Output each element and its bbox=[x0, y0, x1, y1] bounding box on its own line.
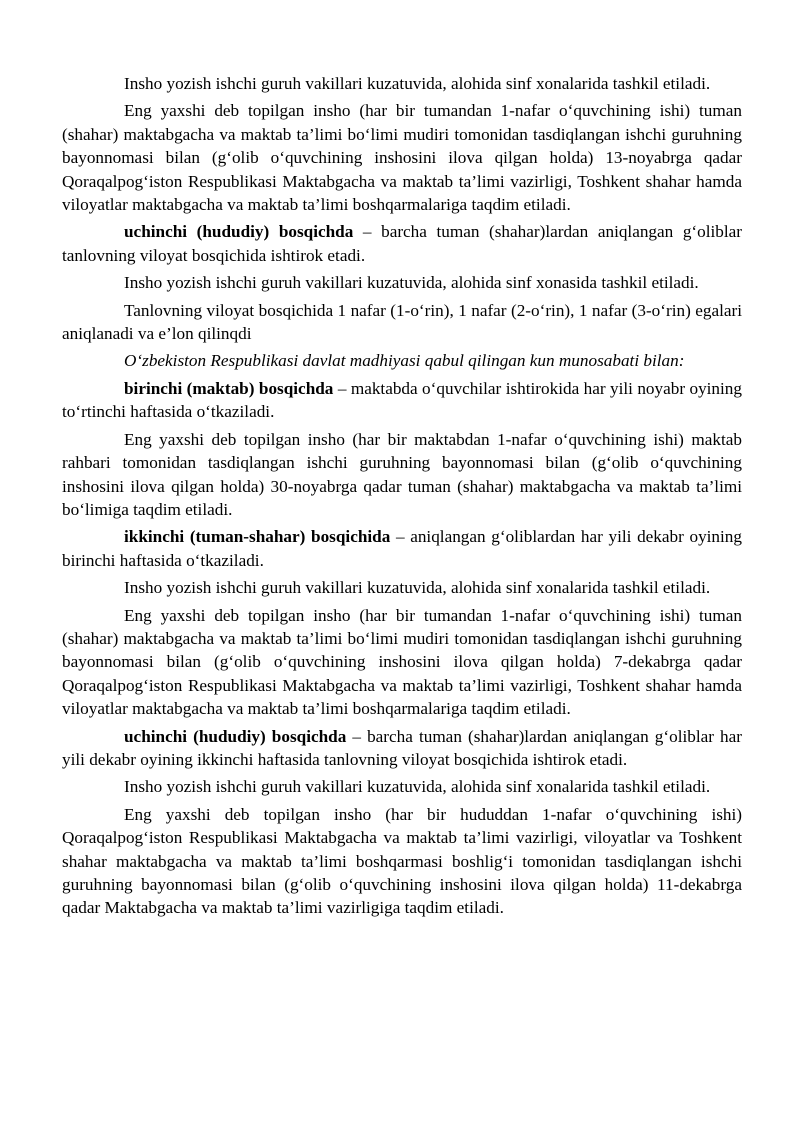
paragraph-10 bbox=[62, 576, 742, 599]
paragraph-text: Insho yozish ishchi guruh vakillari kuzatuvida, alohida sinf xonalarida tashkil etiladi. bbox=[124, 74, 711, 93]
paragraph-13 bbox=[62, 775, 742, 798]
paragraph-text: – barcha tuman (shahar)lardan aniqlangan g‘oliblar har yili dekabr oyining ikkinchi haftasida tanlovning viloyat bosqichida ishtirok etadi. bbox=[62, 726, 742, 769]
document-page bbox=[62, 72, 742, 924]
paragraph-5 bbox=[62, 299, 742, 346]
paragraph-text: Eng yaxshi deb topilgan insho (har bir tumandan 1-nafar o‘quvchining ishi) tuman (shahar) maktabgacha va maktab ta’limi bo‘limi mudiri tomonidan tasdiqlangan ishchi guruhning bayonnomasi bilan (g‘olib o‘quvchining inshosini ilova qilgan holda) 7-dekabrga qadar Qoraqalpog‘iston Respublikasi Maktabgacha va maktab ta’limi vazirligi, Toshkent shahar hamda viloyatlar maktabgacha va maktab ta’limi boshqarmalariga taqdim etiladi. bbox=[62, 605, 742, 719]
paragraph-text: Insho yozish ishchi guruh vakillari kuzatuvida, alohida sinf xonalarida tashkil etiladi. bbox=[124, 777, 711, 797]
paragraph-text: Eng yaxshi deb topilgan insho (har bir hududdan 1-nafar o‘quvchining ishi) Qoraqalpog‘iston Respublikasi Maktabgacha va maktab ta’limi vazirligi, viloyatlar va Toshkent shahar maktabgacha va maktab ta’limi boshqarmasi boshlig‘i tomonidan tasdiqlangan ishchi guruhning bayonnomasi bilan (g‘olib o‘quvchining inshosini ilova qilgan holda) 11-dekabrga qadar Maktabgacha va maktab ta’limi vazirligiga taqdim etiladi. bbox=[62, 804, 742, 918]
paragraph-lead: ikkinchi (tuman-shahar) bosqichida bbox=[124, 527, 391, 547]
paragraph-7 bbox=[62, 377, 742, 424]
paragraph-text: – maktabda o‘quvchilar ishtirokida har yili noyabr oyining to‘rtinchi haftasida o‘tkaziladi. bbox=[62, 378, 742, 422]
paragraph-9 bbox=[62, 525, 742, 572]
paragraph-3 bbox=[62, 220, 742, 267]
paragraph-8 bbox=[62, 428, 742, 522]
paragraph-text: Insho yozish ishchi guruh vakillari kuzatuvida, alohida sinf xonasida tashkil etiladi. bbox=[124, 273, 699, 293]
paragraph-lead: uchinchi (hududiy) bosqichda bbox=[124, 222, 354, 242]
paragraph-text: Eng yaxshi deb topilgan insho (har bir tumandan 1-nafar o‘quvchining ishi) tuman (shahar) maktabgacha va maktab ta’limi bo‘limi mudiri tomonidan tasdiqlangan ishchi guruhning bayonnomasi bilan (g‘olib o‘quvchining inshosini ilova qilgan holda) 13-noyabrga qadar Qoraqalpog‘iston Respublikasi Maktabgacha va maktab ta’limi vazirligi, Toshkent shahar hamda viloyatlar maktabgacha va maktab ta’limi boshqarmalariga taqdim etiladi. bbox=[62, 101, 742, 215]
paragraph-text: – aniqlangan g‘oliblardan har yili dekabr oyining birinchi haftasida o‘tkaziladi. bbox=[62, 527, 742, 570]
paragraph-lead: uchinchi (hududiy) bosqichda bbox=[124, 726, 347, 746]
paragraph-1 bbox=[62, 72, 742, 95]
paragraph-text: Eng yaxshi deb topilgan insho (har bir maktabdan 1-nafar o‘quvchining ishi) maktab rahbari tomonidan tasdiqlangan ishchi guruhning bayonnomasi bilan (g‘olib o‘quvchining inshosini ilova qilgan holda) 30-noyabrga qadar tuman (shahar) maktabgacha va maktab ta’limi bo‘limiga taqdim etiladi. bbox=[62, 429, 742, 519]
paragraph-text: Insho yozish ishchi guruh vakillari kuzatuvida, alohida sinf xonalarida tashkil etiladi. bbox=[124, 578, 711, 598]
paragraph-12 bbox=[62, 725, 742, 772]
paragraph-2 bbox=[62, 99, 742, 216]
paragraph-text: O‘zbekiston Respublikasi davlat madhiyasi qabul qilingan kun munosabati bilan: bbox=[124, 351, 685, 371]
paragraph-6-italic-heading bbox=[62, 349, 742, 372]
paragraph-11 bbox=[62, 604, 742, 721]
paragraph-4 bbox=[62, 271, 742, 294]
paragraph-14 bbox=[62, 803, 742, 920]
paragraph-text: Tanlovning viloyat bosqichida 1 nafar (1-o‘rin), 1 nafar (2-o‘rin), 1 nafar (3-o‘rin) egalari aniqlanadi va e’lon qilinqdi bbox=[62, 300, 742, 344]
paragraph-text: – barcha tuman (shahar)lardan aniqlangan g‘oliblar tanlovning viloyat bosqichida ishtirok etadi. bbox=[62, 222, 743, 265]
paragraph-lead: birinchi (maktab) bosqichda bbox=[124, 378, 334, 398]
